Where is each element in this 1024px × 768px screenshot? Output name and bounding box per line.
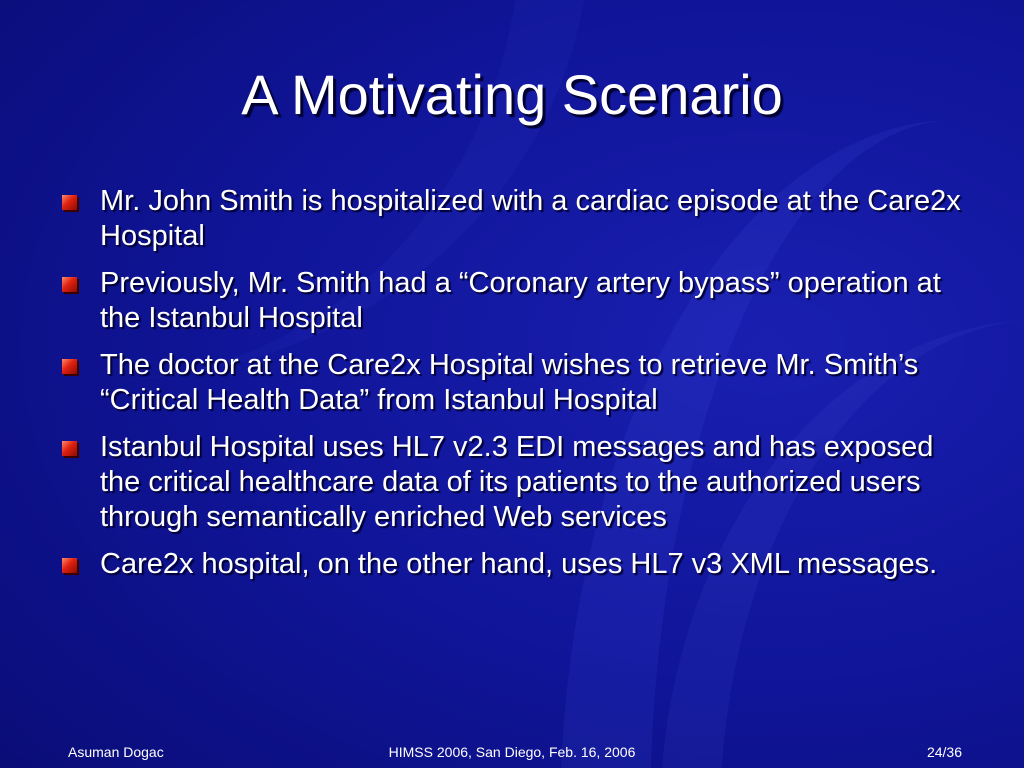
square-bullet-icon <box>62 558 77 573</box>
bullet-text: Istanbul Hospital uses HL7 v2.3 EDI messages and has exposed the critical healthcare data of its patients to the authorized users through semantically enriched Web services <box>100 431 934 533</box>
square-bullet-icon <box>62 441 77 456</box>
slide-title: A Motivating Scenario <box>241 63 783 126</box>
square-bullet-icon <box>62 195 77 210</box>
page-number: 24/36 <box>926 744 962 760</box>
bullet-item <box>62 547 962 582</box>
bullet-text: The doctor at the Care2x Hospital wishes to retrieve Mr. Smith’s “Critical Health Data” from Istanbul Hospital <box>100 349 919 416</box>
bullet-text: Previously, Mr. Smith had a “Coronary artery bypass” operation at the Istanbul Hospital <box>100 267 941 334</box>
bullet-list <box>62 184 962 594</box>
footer-event: HIMSS 2006, San Diego, Feb. 16, 2006 <box>388 744 636 760</box>
bullet-item <box>62 348 962 418</box>
bullet-item <box>62 266 962 336</box>
footer-author: Asuman Dogac <box>68 744 164 760</box>
square-bullet-icon <box>62 359 77 374</box>
bullet-item <box>62 430 962 535</box>
bullet-item <box>62 184 962 254</box>
square-bullet-icon <box>62 277 77 292</box>
bullet-text: Mr. John Smith is hospitalized with a cardiac episode at the Care2x Hospital <box>100 185 961 252</box>
bullet-text: Care2x hospital, on the other hand, uses HL7 v3 XML messages. <box>100 548 938 580</box>
